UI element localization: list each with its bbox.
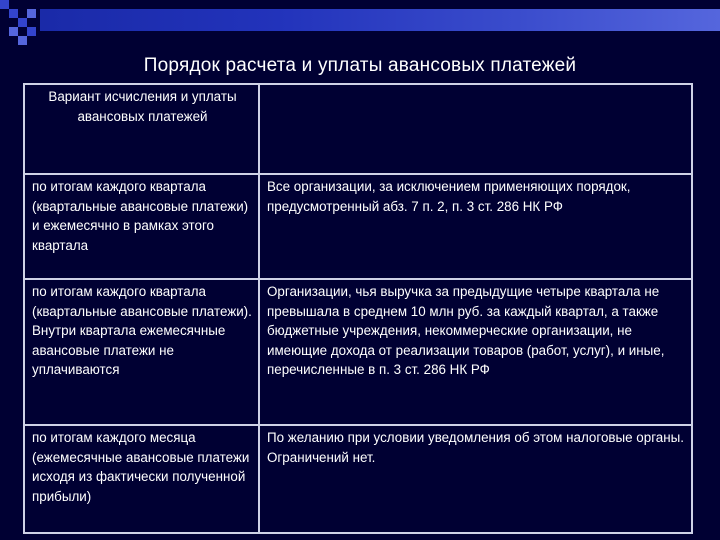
page-title: Порядок расчета и уплаты авансовых платежей <box>143 55 577 76</box>
table-header-row <box>24 84 692 174</box>
table-row <box>24 174 692 279</box>
decor-square <box>27 9 36 18</box>
table-row <box>24 279 692 425</box>
table-cell-variant: по итогам каждого месяца (ежемесячные авансовые платежи исходя из фактически полученной прибыли) <box>24 425 259 533</box>
header-cell-variant: Вариант исчисления и уплаты авансовых платежей <box>24 84 259 174</box>
decor-square <box>0 0 9 9</box>
table-cell-description: Все организации, за исключением применяющих порядок, предусмотренный абз. 7 п. 2, п. 3 ст. 286 НК РФ <box>259 174 692 279</box>
table-cell-variant: по итогам каждого квартала (квартальные авансовые платежи) и ежемесячно в рамках этого квартала <box>24 174 259 279</box>
decor-square <box>9 27 18 36</box>
payments-table <box>23 83 693 534</box>
decor-square <box>18 36 27 45</box>
decor-square <box>27 27 36 36</box>
decor-square <box>9 9 18 18</box>
table-row <box>24 425 692 533</box>
table-cell-description: По желанию при условии уведомления об этом налоговые органы. Ограничений нет. <box>259 425 692 533</box>
header-cell-empty <box>259 84 692 174</box>
table-cell-description: Организации, чья выручка за предыдущие четыре квартала не превышала в среднем 10 млн руб. за каждый квартал, а также бюджетные учреждения, некоммерческие организации, не имеющие дохода от реализации товаров (работ, услуг), и иные, перечисленные в п. 3 ст. 286 НК РФ <box>259 279 692 425</box>
table-cell-variant: по итогам каждого квартала (квартальные авансовые платежи). Внутри квартала ежемесячные авансовые платежи не уплачиваются <box>24 279 259 425</box>
header-gradient-bar <box>40 9 720 31</box>
decor-square <box>18 18 27 27</box>
